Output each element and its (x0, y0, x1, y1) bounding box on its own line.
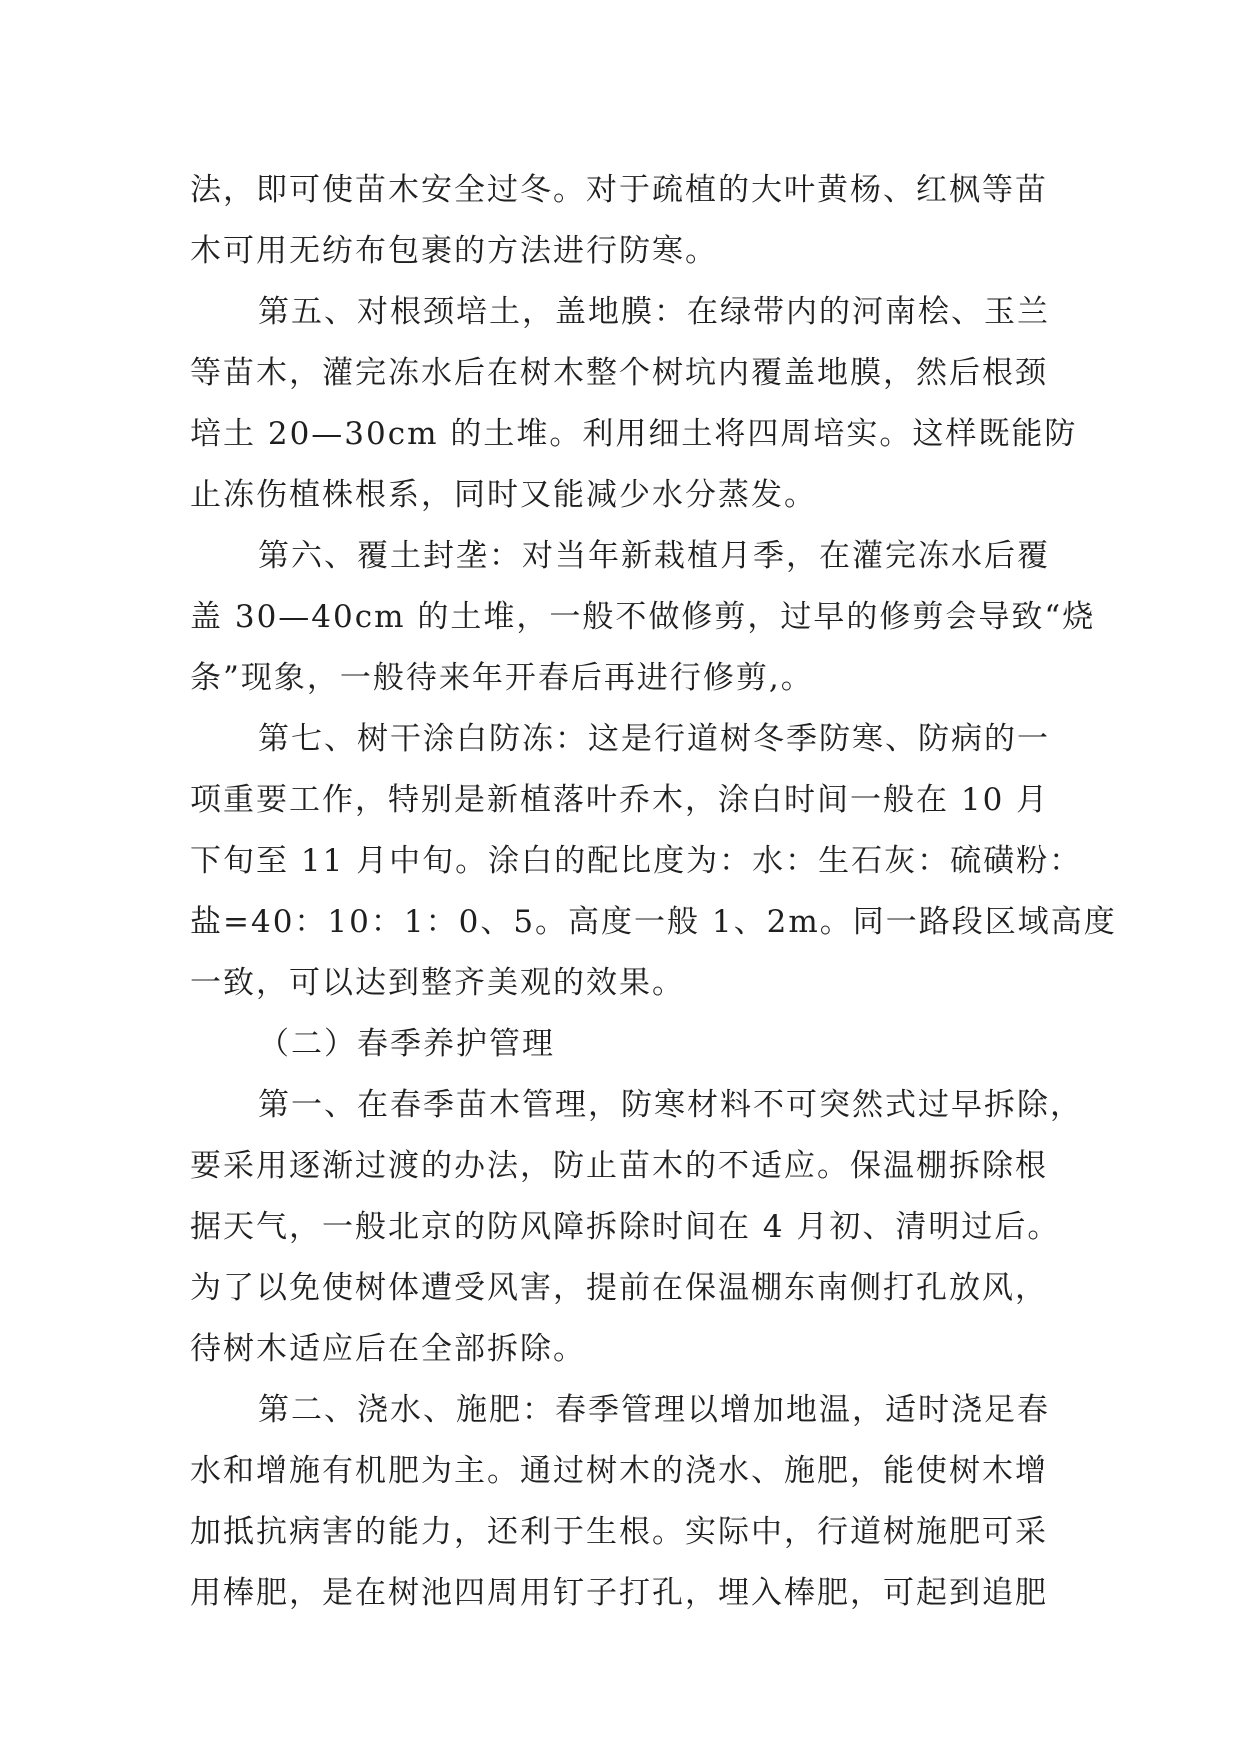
text-line: 条”现象，一般待来年开春后再进行修剪,。 (190, 660, 814, 696)
text-line: 盖 30—40cm 的土堆，一般不做修剪，过早的修剪会导致“烧 (190, 599, 1096, 635)
text-line: 加抵抗病害的能力，还利于生根。实际中，行道树施肥可采 (190, 1514, 1048, 1550)
text-line: 止冻伤植株根系，同时又能减少水分蒸发。 (190, 477, 817, 513)
paragraph-start-line: 第七、树干涂白防冻：这是行道树冬季防寒、防病的一 (258, 721, 1050, 757)
text-line: 一致，可以达到整齐美观的效果。 (190, 965, 685, 1001)
text-line: 培土 20—30cm 的土堆。利用细土将四周培实。这样既能防 (190, 416, 1078, 452)
text-line: 据天气，一般北京的防风障拆除时间在 4 月初、清明过后。 (190, 1209, 1061, 1245)
body-text (190, 160, 1117, 1624)
paragraph-start-line: 第一、在春季苗木管理，防寒材料不可突然式过早拆除， (258, 1087, 1083, 1123)
text-line: 下旬至 11 月中旬。涂白的配比度为：水：生石灰：硫磺粉： (190, 843, 1083, 879)
text-line: 法，即可使苗木安全过冬。对于疏植的大叶黄杨、红枫等苗 (190, 172, 1048, 208)
section-heading: （二）春季养护管理 (258, 1026, 555, 1062)
text-line: 项重要工作，特别是新植落叶乔木，涂白时间一般在 10 月 (190, 782, 1050, 818)
text-line: 木可用无纺布包裹的方法进行防寒。 (190, 233, 718, 269)
text-line: 待树木适应后在全部拆除。 (190, 1331, 586, 1367)
paragraph-start-line: 第六、覆土封垄：对当年新栽植月季，在灌完冻水后覆 (258, 538, 1050, 574)
text-line: 为了以免使树体遭受风害，提前在保温棚东南侧打孔放风， (190, 1270, 1048, 1306)
paragraph-start-line: 第二、浇水、施肥：春季管理以增加地温，适时浇足春 (258, 1392, 1050, 1428)
text-line: 水和增施有机肥为主。通过树木的浇水、施肥，能使树木增 (190, 1453, 1048, 1489)
text-line: 要采用逐渐过渡的办法，防止苗木的不适应。保温棚拆除根 (190, 1148, 1048, 1184)
text-line: 用棒肥，是在树池四周用钉子打孔，埋入棒肥，可起到追肥 (190, 1575, 1048, 1611)
text-line: 等苗木，灌完冻水后在树木整个树坑内覆盖地膜，然后根颈 (190, 355, 1048, 391)
paragraph-start-line: 第五、对根颈培土，盖地膜：在绿带内的河南桧、玉兰 (258, 294, 1050, 330)
text-line: 盐=40：10：1：0、5。高度一般 1、2m。同一路段区域高度 (190, 904, 1117, 940)
